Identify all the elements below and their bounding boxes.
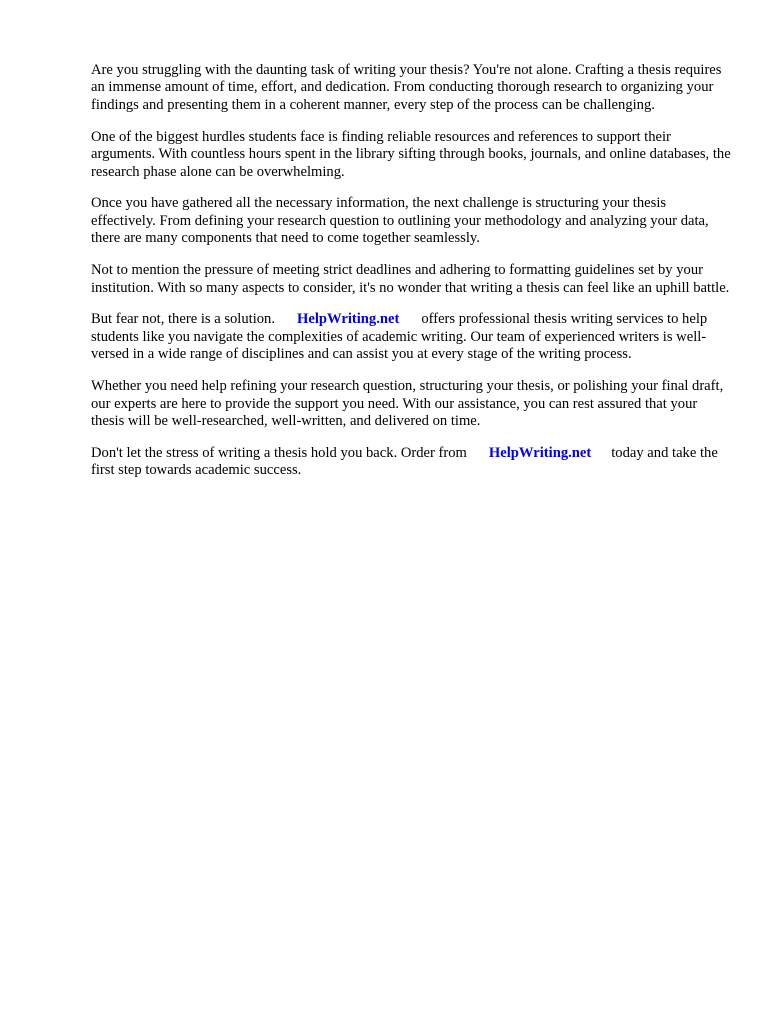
paragraph-3: Once you have gathered all the necessary information, the next challenge is structuring your thesis effectively. From defining your research question to outlining your methodology and analyzing your data, there are many components that need to come together seamlessly. [91,195,709,247]
paragraph-4: Not to mention the pressure of meeting strict deadlines and adhering to formatting guidelines set by your institution. With so many aspects to consider, it's no wonder that writing a thesis can feel like an uphill battle. [91,262,730,296]
paragraph-5 [91,311,731,363]
helpwriting-order-link[interactable]: HelpWriting.net [488,444,592,461]
paragraph-5-rest: offers professional thesis writing services to help students like you navigate the complexities of academic writing. Our team of experienced writers is well-versed in a wide range of disciplines and can assist you at every stage of the writing process. [91,311,708,363]
paragraph-5-intro: But fear not, there is a solution. [91,311,276,328]
helpwriting-link[interactable]: HelpWriting.net [297,311,400,328]
paragraph-7-intro: Don't let the stress of writing a thesis hold you back. Order from [91,444,467,461]
document-body [91,62,731,494]
paragraph-7-rest: today and take the first step towards academic success. [91,444,718,479]
paragraph-6: Whether you need help refining your research question, structuring your thesis, or polishing your final draft, our experts are here to provide the support you need. With our assistance, you can rest assured that your thesis will be well-researched, well-written, and delivered on time. [91,378,724,429]
paragraph-1: Are you struggling with the daunting task of writing your thesis? You're not alone. Crafting a thesis requires an immense amount of time, effort, and dedication. From conducting thorough research to organizing your findings and presenting them in a coherent manner, every step of the process can be challenging. [91,62,722,113]
paragraph-2: One of the biggest hurdles students face is finding reliable resources and references to support their arguments. With countless hours spent in the library sifting through books, journals, and online databases, the research phase alone can be overwhelming. [91,128,731,180]
paragraph-7 [91,445,731,480]
